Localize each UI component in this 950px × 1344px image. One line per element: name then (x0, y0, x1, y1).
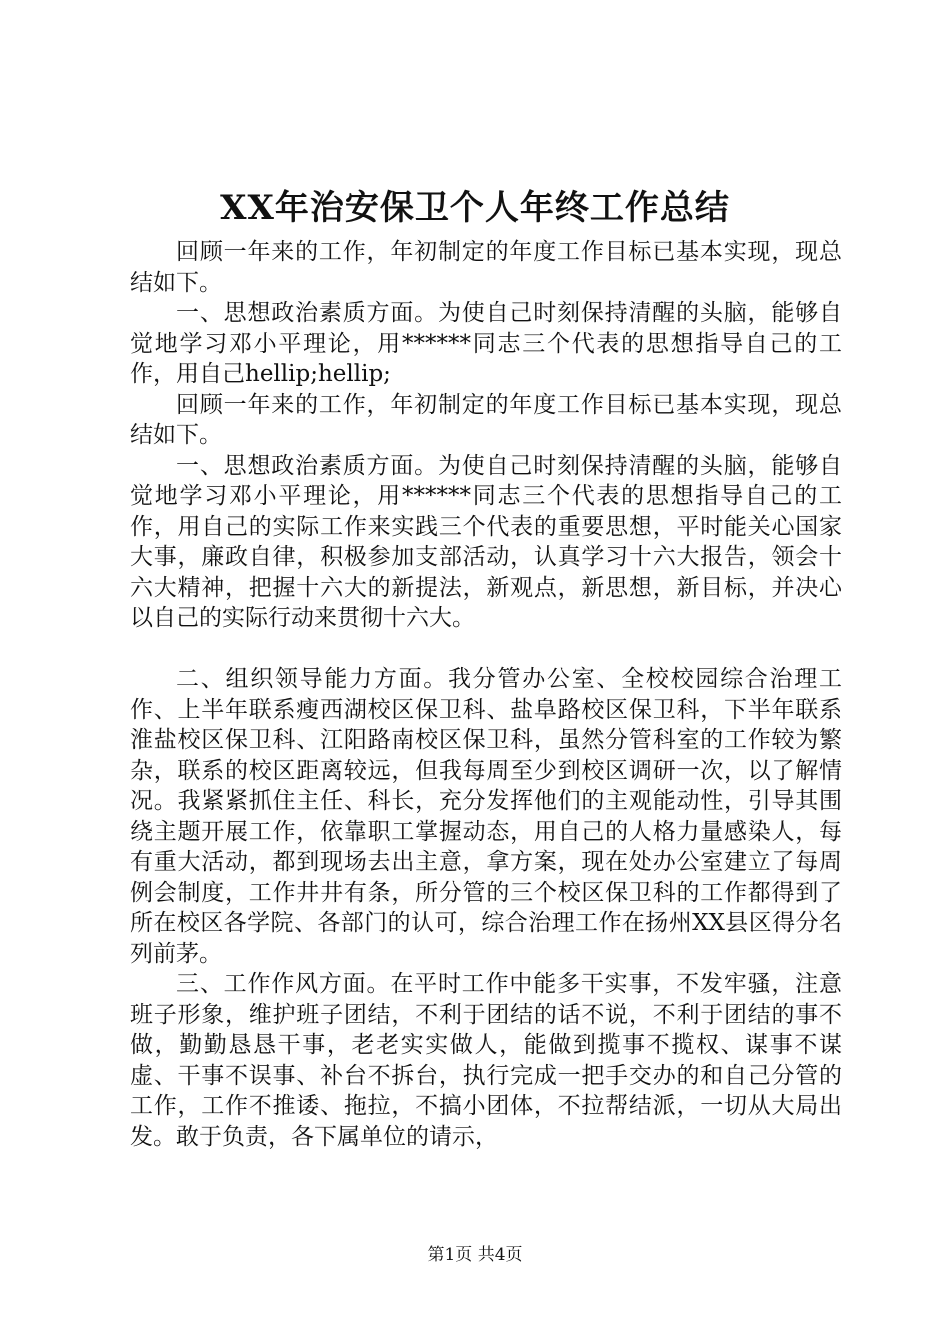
document-title: XX年治安保卫个人年终工作总结 (220, 188, 730, 228)
blank-line (130, 634, 842, 665)
paragraph: 二、组织领导能力方面。我分管办公室、全校校园综合治理工作、上半年联系瘦西湖校区保卫科、盐阜路校区保卫科，下半年联系淮盐校区保卫科、江阳路南校区保卫科，虽然分管科室的工作较为繁杂，联系的校区距离较远，但我每周至少到校区调研一次，以了解情况。我紧紧抓住主任、科长，充分发挥他们的主观能动性，引导其围绕主题开展工作，依靠职工掌握动态，用自己的人格力量感染人，每有重大活动，都到现场去出主意，拿方案，现在处办公室建立了每周例会制度，工作井井有条，所分管的三个校区保卫科的工作都得到了所在校区各学院、各部门的认可，综合治理工作在扬州XX县区得分名列前茅。 (130, 666, 842, 967)
page-footer: 第1页 共4页 (427, 1245, 523, 1265)
paragraph: 回顾一年来的工作，年初制定的年度工作目标已基本实现，现总结如下。 (130, 239, 842, 296)
document-body (130, 237, 842, 1152)
paragraph: 三、工作作风方面。在平时工作中能多干实事，不发牢骚，注意班子形象，维护班子团结，不利于团结的话不说，不利于团结的事不做，勤勤恳恳干事，老老实实做人，能做到揽事不揽权、谋事不谋虚、干事不误事、补台不拆台，执行完成一把手交办的和自己分管的工作，工作不推诿、拖拉，不搞小团体，不拉帮结派，一切从大局出发。敢于负责，各下属单位的请示， (130, 971, 842, 1150)
paragraph: 一、思想政治素质方面。为使自己时刻保持清醒的头脑，能够自觉地学习邓小平理论，用******同志三个代表的思想指导自己的工作，用自己hellip;hellip; (130, 300, 842, 387)
paragraph: 回顾一年来的工作，年初制定的年度工作目标已基本实现，现总结如下。 (130, 391, 842, 448)
paragraph: 一、思想政治素质方面。为使自己时刻保持清醒的头脑，能够自觉地学习邓小平理论，用******同志三个代表的思想指导自己的工作，用自己的实际工作来实践三个代表的重要思想，平时能关心国家大事，廉政自律，积极参加支部活动，认真学习十六大报告，领会十六大精神，把握十六大的新提法，新观点，新思想，新目标，并决心以自己的实际行动来贯彻十六大。 (130, 452, 842, 631)
